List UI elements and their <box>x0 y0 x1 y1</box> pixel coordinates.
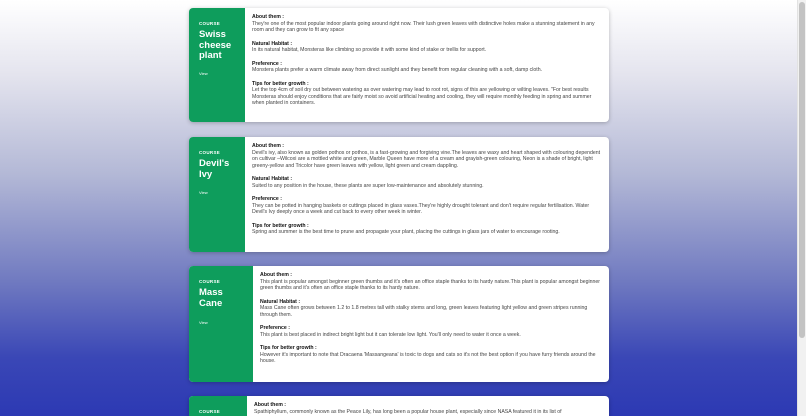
plant-card-swiss-cheese <box>189 8 609 122</box>
section-heading: About them : <box>260 272 292 278</box>
section-text: They're one of the most popular indoor plants going around right now. Their lush green leaves with distinctive holes make a stunning statement in any room and they can grow to fit any space <box>252 20 595 33</box>
section-about <box>252 143 602 169</box>
section-preference <box>260 325 602 338</box>
section-about <box>254 402 602 415</box>
card-sidebar <box>189 8 245 122</box>
view-link[interactable]: View <box>199 190 208 195</box>
card-body <box>245 137 609 252</box>
section-heading: Preference : <box>252 60 282 67</box>
section-text: Devil's ivy, also known as golden pothos or pothos, is a fast-growing and forgiving vine.The leaves are waxy and heart shaped with colouring dependent on cultivar –Wilcoxi are a mottled white and green, Marble Queen have more of a cream and grayish-green colouring, Neon is a shade of bright, light greeny-yellow and Tricolor have green leaves with yellow, light green and cream dappling. <box>252 149 601 169</box>
section-heading: Tips for better growth : <box>260 345 317 351</box>
section-heading: Tips for better growth : <box>252 80 309 87</box>
card-sidebar <box>189 396 247 416</box>
section-text: Suited to any position in the house, these plants are super low-maintenance and absolutely stunning. <box>252 182 484 189</box>
course-label: COURSE <box>199 21 221 26</box>
section-tips <box>252 223 602 236</box>
section-preference <box>252 196 602 216</box>
section-heading: Natural Habitat : <box>252 176 293 182</box>
section-heading: Preference : <box>252 196 282 202</box>
plant-card-devils-ivy <box>189 137 609 252</box>
card-title: Mass Cane <box>199 287 223 309</box>
section-tips <box>260 345 602 365</box>
section-habitat <box>252 41 602 54</box>
vertical-scrollbar[interactable] <box>797 0 806 416</box>
card-sidebar <box>189 266 253 382</box>
section-preference <box>252 61 602 74</box>
section-heading: Tips for better growth : <box>252 222 309 229</box>
section-text: Spathiphyllum, commonly known as the Peace Lily, has long been a popular house plant, especially since NASA featured it in its list of <box>254 408 562 415</box>
section-habitat <box>260 299 602 319</box>
course-label: COURSE <box>199 409 221 414</box>
section-habitat <box>252 176 602 189</box>
section-about <box>252 14 602 34</box>
card-body <box>247 396 609 416</box>
section-text: This plant is best placed in indirect bright light but it can tolerate low light. You'll only need to water it once a week. <box>260 331 521 338</box>
section-text: In its natural habitat, Monsteras like climbing so provide it with some kind of stake or trellis for support. <box>252 47 487 53</box>
scrollbar-thumb[interactable] <box>799 2 805 338</box>
section-text: However it's important to note that Dracaena 'Massangeana' is toxic to dogs and cats so it's not the best option if you have furry friends around the house. <box>260 351 596 364</box>
card-title: Devil's Ivy <box>199 158 230 180</box>
card-title: Swiss cheese plant <box>199 29 232 61</box>
section-text: Mass Cane often grows between 1.2 to 1.8 metres tall with stalky stems and long, green leaves featuring light yellow and green stripes running through them. <box>260 305 588 318</box>
section-text: Let the top 4cm of soil dry out between watering as over watering may lead to root rot, signs of this are yellowing or wilting leaves. "For best results Monsteras should enjoy conditions that are fairly moist so avoid artificial heating and cooling, they will require monthly feeding in spring and summer when planted in containers. <box>252 87 592 106</box>
card-body <box>253 266 609 382</box>
view-link[interactable]: View <box>199 320 208 325</box>
card-sidebar <box>189 137 245 252</box>
section-heading: Natural Habitat : <box>252 40 293 47</box>
section-heading: About them : <box>252 143 284 149</box>
course-label: COURSE <box>199 150 221 155</box>
plant-card-peace-lily <box>189 396 609 416</box>
section-heading: Preference : <box>260 325 290 331</box>
card-body <box>245 8 609 122</box>
section-heading: Natural Habitat : <box>260 298 301 305</box>
section-text: They can be potted in hanging baskets or cuttings placed in glass vases.They're highly drought tolerant and don't require regular fertilisation. Water Devil's Ivy deeply once a week and cut back to every other week in winter. <box>252 202 590 215</box>
section-text: This plant is popular amongst beginner green thumbs and it's often an office staple thanks to its hardy nature.This plant is popular amongst beginner green thumbs and it's often an office staple thanks to its hardy nature. <box>260 278 601 291</box>
section-text: Spring and summer is the best time to prune and propagate your plant, placing the cuttings in glass jars of water to encourage rooting. <box>252 229 560 235</box>
section-heading: About them : <box>254 402 286 408</box>
section-text: Monstera plants prefer a warm climate away from direct sunlight and they benefit from regular cleaning with a soft, damp cloth. <box>252 67 543 73</box>
section-heading: About them : <box>252 14 284 20</box>
section-about <box>260 272 602 292</box>
view-link[interactable]: View <box>199 71 208 76</box>
plant-card-mass-cane <box>189 266 609 382</box>
section-tips <box>252 81 602 107</box>
course-label: COURSE <box>199 279 221 284</box>
